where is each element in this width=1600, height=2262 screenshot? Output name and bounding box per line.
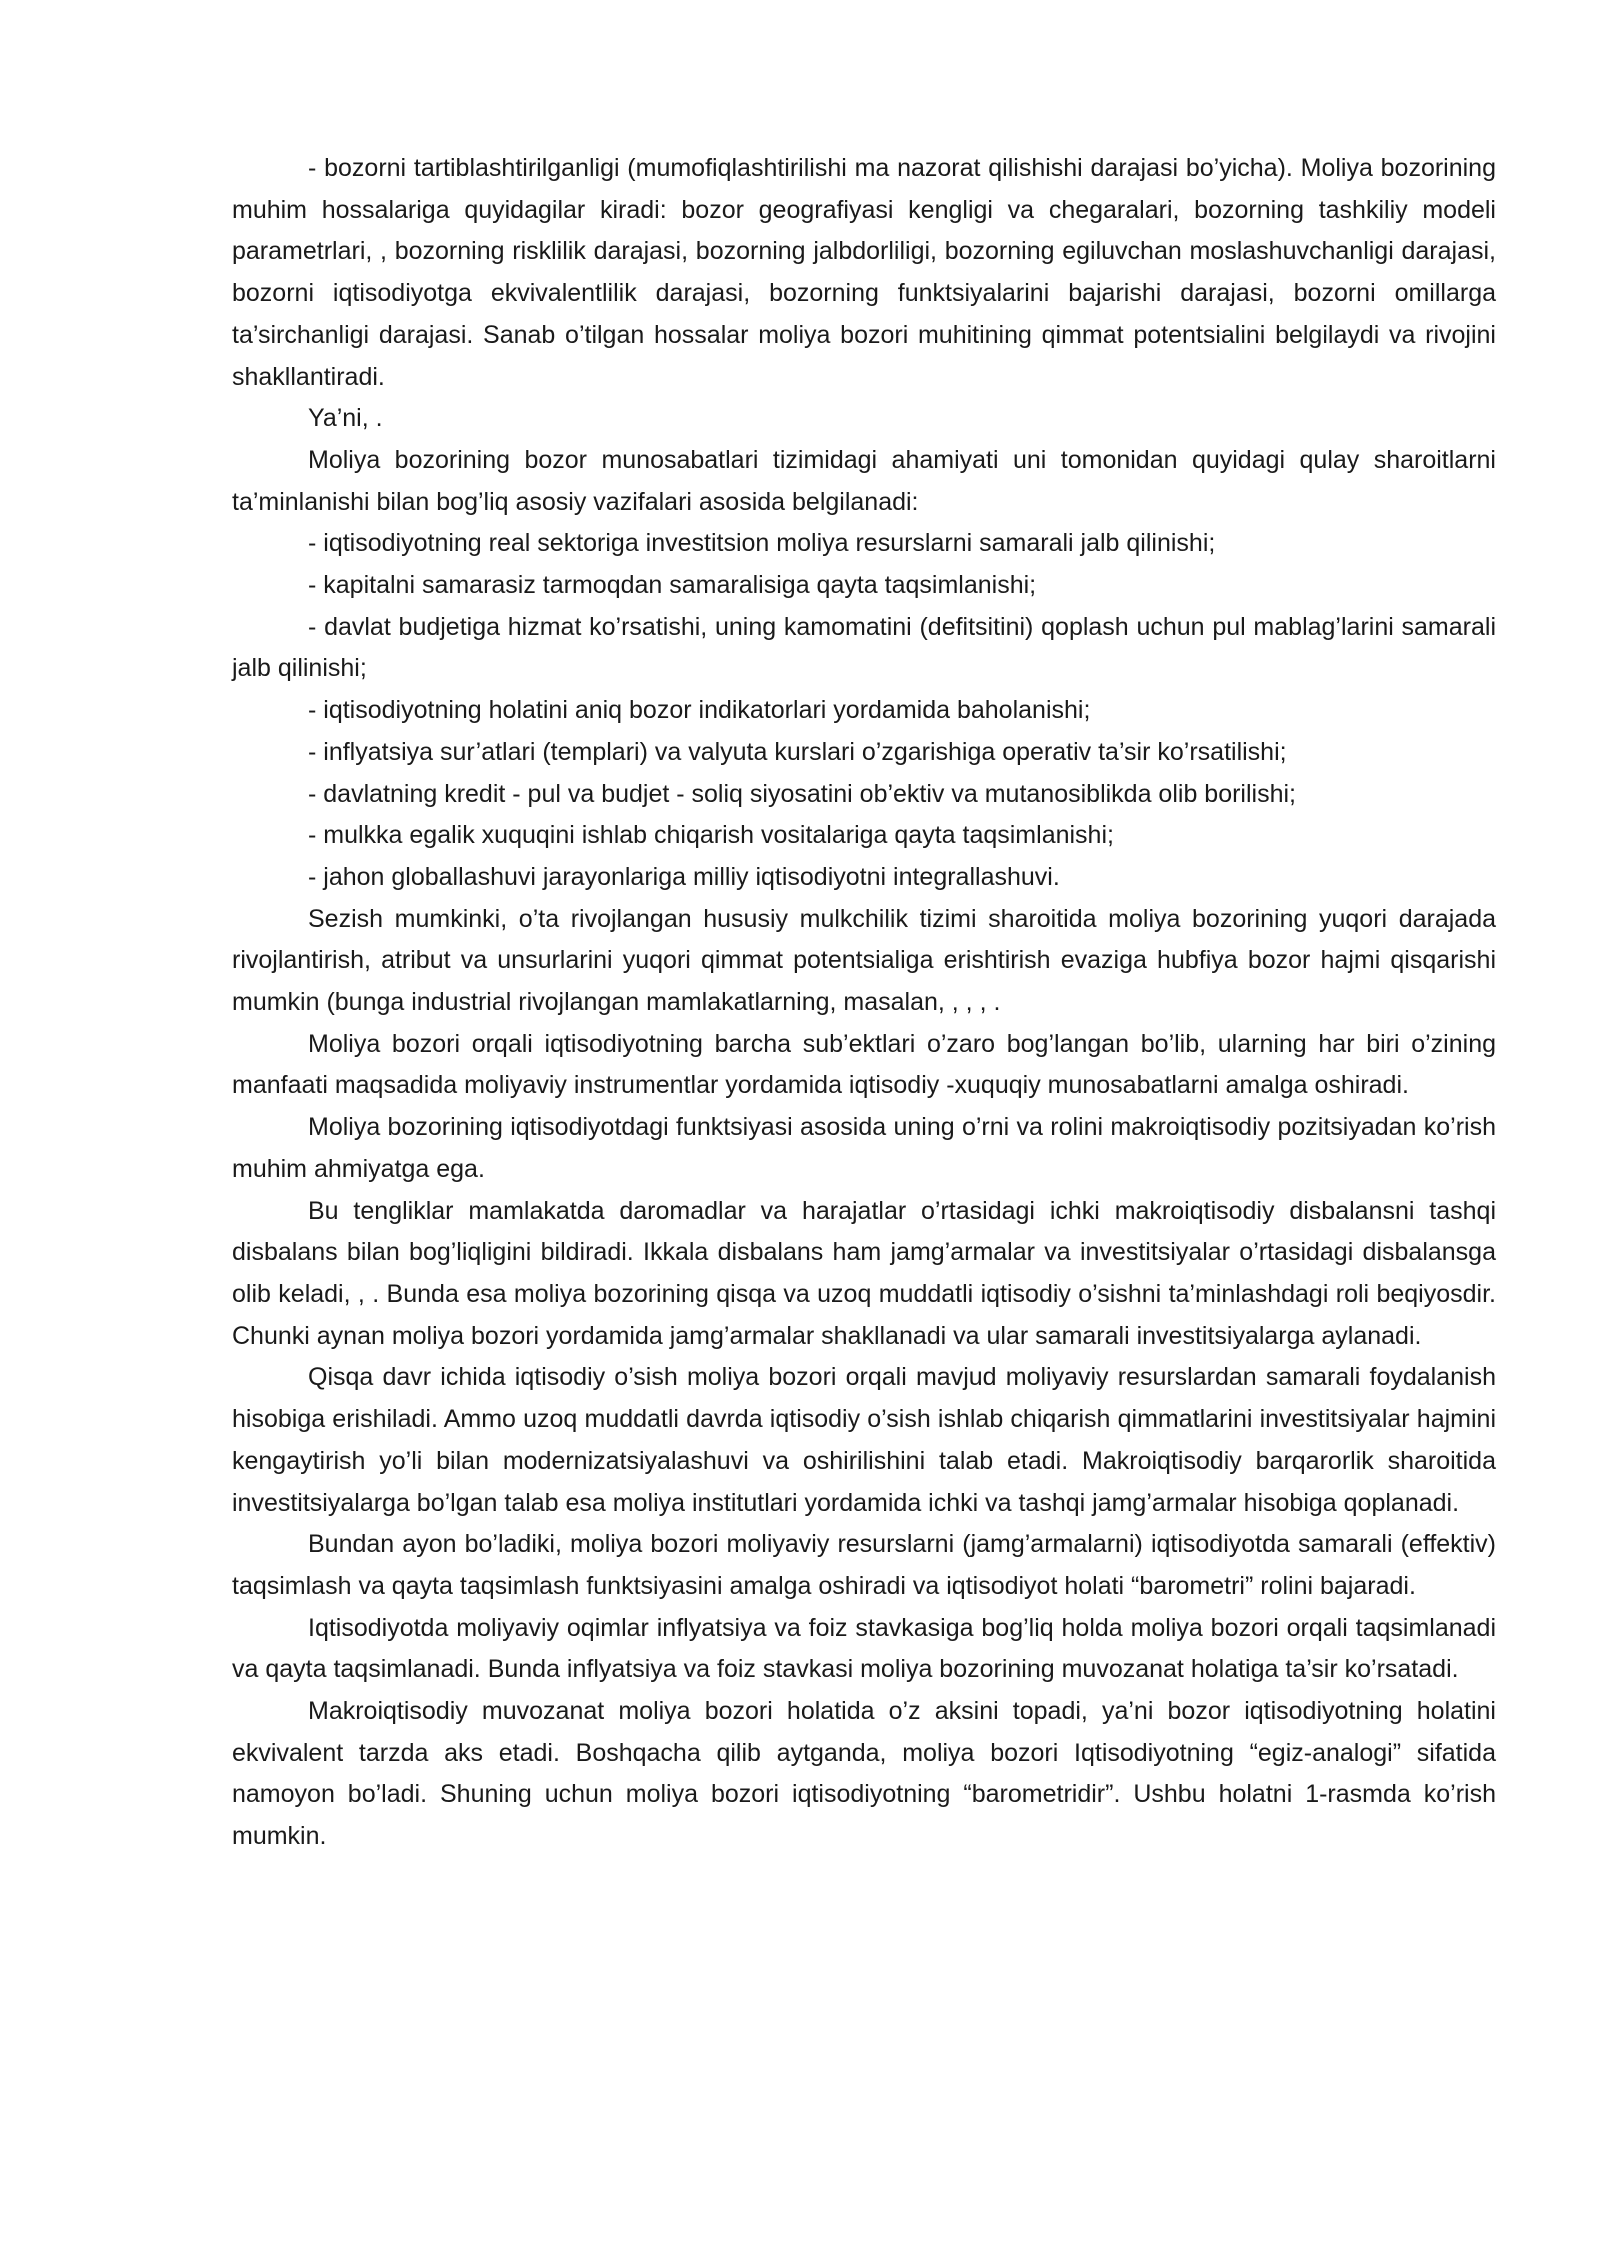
paragraph-macro-equilibrium: Makroiqtisodiy muvozanat moliya bozori holatida o’z aksini topadi, ya’ni bozor iqtisodiyotning holatini ekvivalent tarzda aks etadi. Boshqacha qilib aytganda, moliya bozori Iqtisodiyotning “egiz-analogi” sifatida namoyon bo’ladi. Shuning uchun moliya bozori iqtisodiyotning “barometridir”. Ushbu holatni 1-rasmda ko’rish mumkin.	[232, 1697, 1496, 1851]
paragraph-market-functions-intro: Moliya bozorining bozor munosabatlari tizimidagi ahamiyati uni tomonidan quyidagi qulay sharoitlarni ta’minlanishi bilan bog’liq asosiy vazifalari asosida belgilanadi:	[232, 445, 1496, 516]
paragraph-barometer-role: Bundan ayon bo’ladiki, moliya bozori moliyaviy resurslarni (jamg’armalarni) iqtisodiyotda samarali (effektiv) taqsimlash va qayta taqsimlash funktsiyasini amalga oshiradi va iqtisodiyot holati “barometri” rolini bajaradi.	[232, 1530, 1496, 1600]
paragraph-private-ownership: Sezish mumkinki, o’ta rivojlangan hususiy mulkchilik tizimi sharoitida moliya bozorining yuqori darajada rivojlantirish, atribut va unsurlarini yuqori qimmat potentsialiga erishtirish evaziga hubfiya bozor hajmi qisqarishi mumkin (bunga industrial rivojlangan mamlakatlarning, masalan, , , , .	[232, 904, 1496, 1017]
paragraph-market-subjects: Moliya bozori orqali iqtisodiyotning barcha sub’ektlari o’zaro bog’langan bo’lib, ularning har biri o’zining manfaati maqsadida moliyaviy instrumentlar yordamida iqtisodiy -xuquqiy munosabatlarni amalga oshiradi.	[232, 1029, 1496, 1100]
paragraph-yani: Ya’ni, .	[308, 404, 383, 433]
list-item-policy-conduct: - davlatning kredit - pul va budjet - soliq siyosatini ob’ektiv va mutanosiblikda olib borilishi;	[308, 779, 1296, 808]
list-item-investment-attraction: - iqtisodiyotning real sektoriga investitsion moliya resurslarni samarali jalb qilinishi;	[308, 529, 1216, 558]
paragraph-disbalance: Bu tengliklar mamlakatda daromadlar va harajatlar o’rtasidagi ichki makroiqtisodiy disbalansni tashqi disbalans bilan bog’liqligini bildiradi. Ikkala disbalans ham jamg’armalar va investitsiyalar o’rtasidagi disbalansga olib keladi, , . Bunda esa moliya bozorining qisqa va uzoq muddatli iqtisodiy o’sishni ta’minlashdagi roli beqiyosdir. Chunki aynan moliya bozori yordamida jamg’armalar shakllanadi va ular samarali investitsiyalarga aylanadi.	[232, 1196, 1496, 1350]
paragraph-short-long-growth: Qisqa davr ichida iqtisodiy o’sish moliya bozori orqali mavjud moliyaviy resurslardan samarali foydalanish hisobiga erishiladi. Ammo uzoq muddatli davrda iqtisodiy o’sish ishlab chiqarish qimmatlarini investitsiyalar hajmini kengaytirish yo’li bilan modernizatsiyalashuvi va oshirilishini talab etadi. Makroiqtisodiy barqarorlik sharoitida investitsiyalarga bo’lgan talab esa moliya institutlari yordamida ichki va tashqi jamg’armalar hisobiga qoplanadi.	[232, 1363, 1496, 1517]
paragraph-financial-flows: Iqtisodiyotda moliyaviy oqimlar inflyatsiya va foiz stavkasiga bog’liq holda moliya bozori orqali taqsimlanadi va qayta taqsimlanadi. Bunda inflyatsiya va foiz stavkasi moliya bozorining muvozanat holatiga ta’sir ko’rsatadi.	[232, 1613, 1496, 1684]
list-item-budget-service: - davlat budjetiga hizmat ko’rsatishi, uning kamomatini (defitsitini) qoplash uchun pul mablag’larini samarali jalb qilinishi;	[232, 612, 1496, 683]
list-item-economy-assessment: - iqtisodiyotning holatini aniq bozor indikatorlari yordamida baholanishi;	[308, 696, 1091, 725]
list-item-inflation-influence: - inflyatsiya sur’atlari (templari) va valyuta kurslari o’zgarishiga operativ ta’sir ko’rsatilishi;	[308, 737, 1287, 766]
list-item-globalization: - jahon globallashuvi jarayonlariga milliy iqtisodiyotni integrallashuvi.	[308, 862, 1060, 891]
document-page	[232, 148, 1496, 1858]
paragraph-macro-position: Moliya bozorining iqtisodiyotdagi funktsiyasi asosida uning o’rni va rolini makroiqtisodiy pozitsiyadan ko’rish muhim ahmiyatga ega.	[232, 1113, 1496, 1183]
paragraph-market-properties: - bozorni tartiblashtirilganligi (mumofiqlashtirilishi ma nazorat qilishishi darajasi bo’yicha). Moliya bozorining muhim hossalariga quyidagilar kiradi: bozor geografiyasi kengligi va chegaralari, bozorning tashkiliy modeli parametrlari, , bozorning risklilik darajasi, bozorning jalbdorliligi, bozorning egiluvchan moslashuvchanligi darajasi, bozorni iqtisodiyotga ekvivalentlilik darajasi, bozorning funktsiyalarini bajarishi darajasi, bozorni omillarga ta’sirchanligi darajasi. Sanab o’tilgan hossalar moliya bozori muhitining qimmat potentsialini belgilaydi va rivojini shakllantiradi.	[232, 154, 1496, 391]
list-item-capital-redistribution: - kapitalni samarasiz tarmoqdan samaralisiga qayta taqsimlanishi;	[308, 571, 1037, 600]
list-item-ownership-redistribution: - mulkka egalik xuquqini ishlab chiqarish vositalariga qayta taqsimlanishi;	[308, 821, 1114, 850]
